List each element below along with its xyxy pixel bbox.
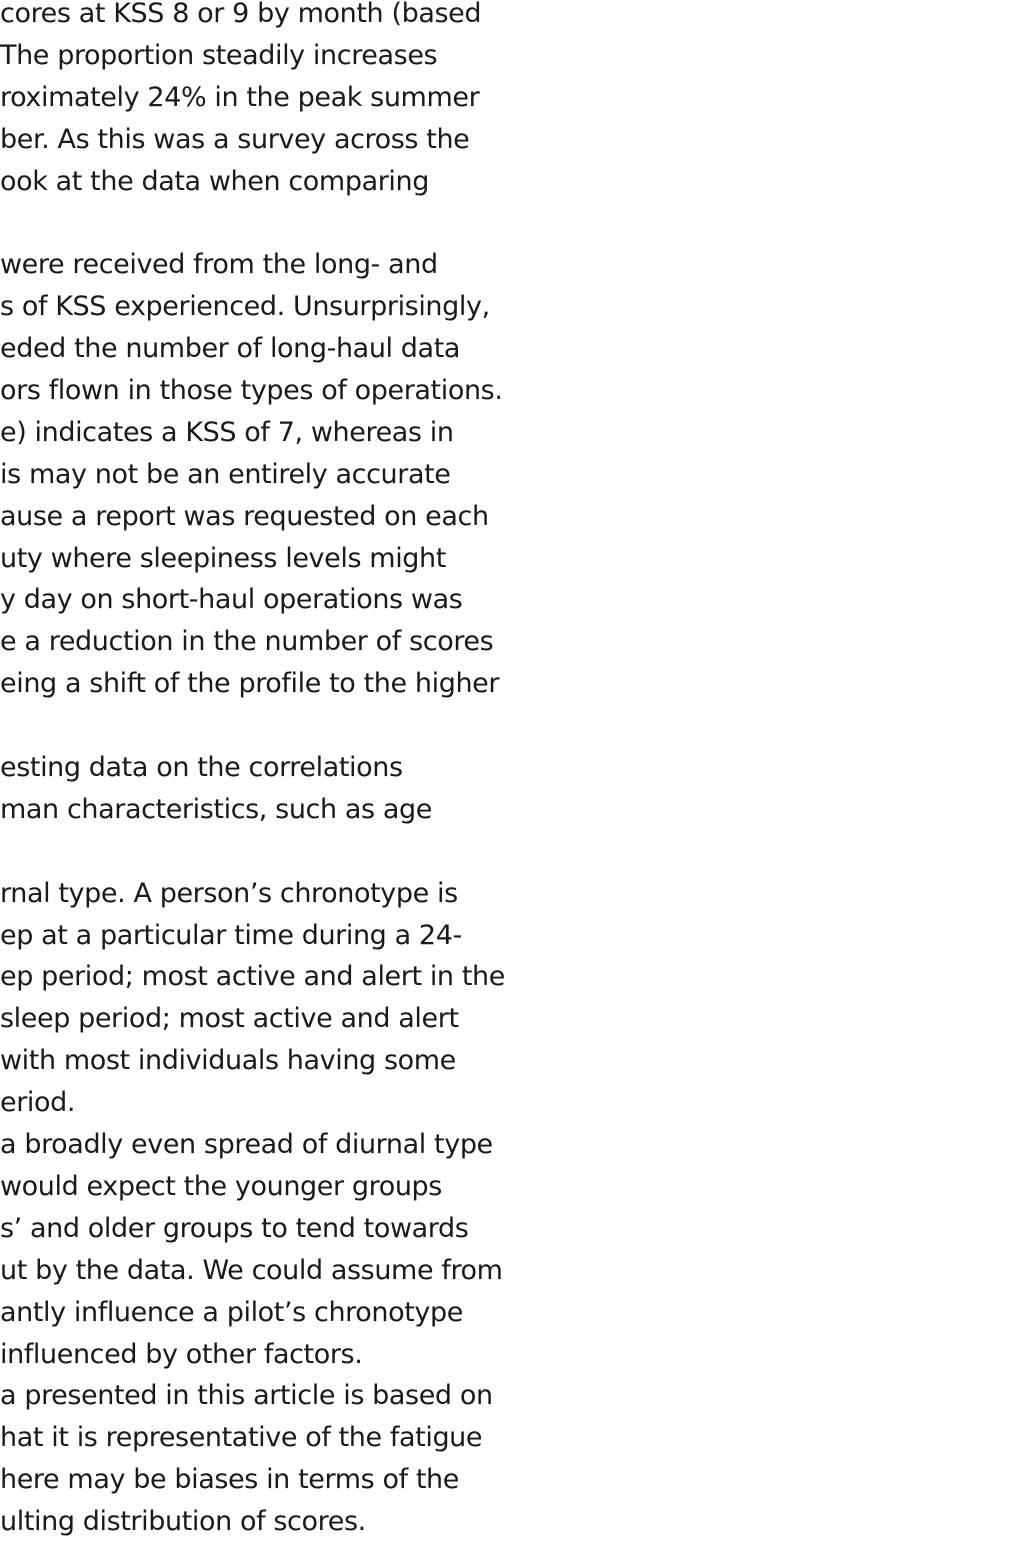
- text-line: with most individuals having some: [0, 1045, 456, 1077]
- text-line: eded the number of long-haul data: [0, 333, 461, 365]
- paragraph-gap: [0, 831, 600, 873]
- text-line: influenced by other factors.: [0, 1338, 363, 1370]
- text-line: man characteristics, such as age: [0, 793, 432, 825]
- text-line: eing a shift of the profile to the higher: [0, 668, 500, 700]
- text-line: ook at the data when comparing: [0, 165, 429, 197]
- text-line: ulting distribution of scores.: [0, 1506, 366, 1538]
- text-line: ep at a particular time during a 24-: [0, 919, 462, 951]
- text-line: e) indicates a KSS of 7, whereas in: [0, 416, 454, 448]
- text-line: here may be biases in terms of the: [0, 1464, 459, 1496]
- text-line: s of KSS experienced. Unsurprisingly,: [0, 291, 490, 323]
- text-line: roximately 24% in the peak summer: [0, 81, 480, 113]
- text-line: esting data on the correlations: [0, 752, 403, 784]
- text-line: ep period; most active and alert in the: [0, 961, 505, 993]
- text-line: eriod.: [0, 1087, 76, 1119]
- text-line: a presented in this article is based on: [0, 1380, 493, 1412]
- text-line: ber. As this was a survey across the: [0, 123, 470, 155]
- text-line: is may not be an entirely accurate: [0, 458, 451, 490]
- text-line: uty where sleepiness levels might: [0, 542, 446, 574]
- text-line: The proportion steadily increases: [0, 39, 438, 71]
- text-line: would expect the younger groups: [0, 1170, 442, 1202]
- paragraph-gap: [0, 705, 600, 747]
- text-line: were received from the long- and: [0, 249, 438, 281]
- text-line: a broadly even spread of diurnal type: [0, 1129, 493, 1161]
- paragraph-gap: [0, 202, 600, 244]
- text-line: ors flown in those types of operations.: [0, 375, 503, 407]
- text-line: ut by the data. We could assume from: [0, 1254, 503, 1286]
- text-line: sleep period; most active and alert: [0, 1003, 459, 1035]
- text-line: cores at KSS 8 or 9 by month (based: [0, 0, 482, 29]
- text-line: y day on short-haul operations was: [0, 584, 463, 616]
- text-line: hat it is representative of the fatigue: [0, 1422, 483, 1454]
- text-line: ause a report was requested on each: [0, 500, 489, 532]
- text-line: s’ and older groups to tend towards: [0, 1212, 469, 1244]
- text-line: e a reduction in the number of scores: [0, 626, 494, 658]
- text-line: rnal type. A person’s chronotype is: [0, 877, 458, 909]
- text-line: antly influence a pilot’s chronotype: [0, 1296, 463, 1328]
